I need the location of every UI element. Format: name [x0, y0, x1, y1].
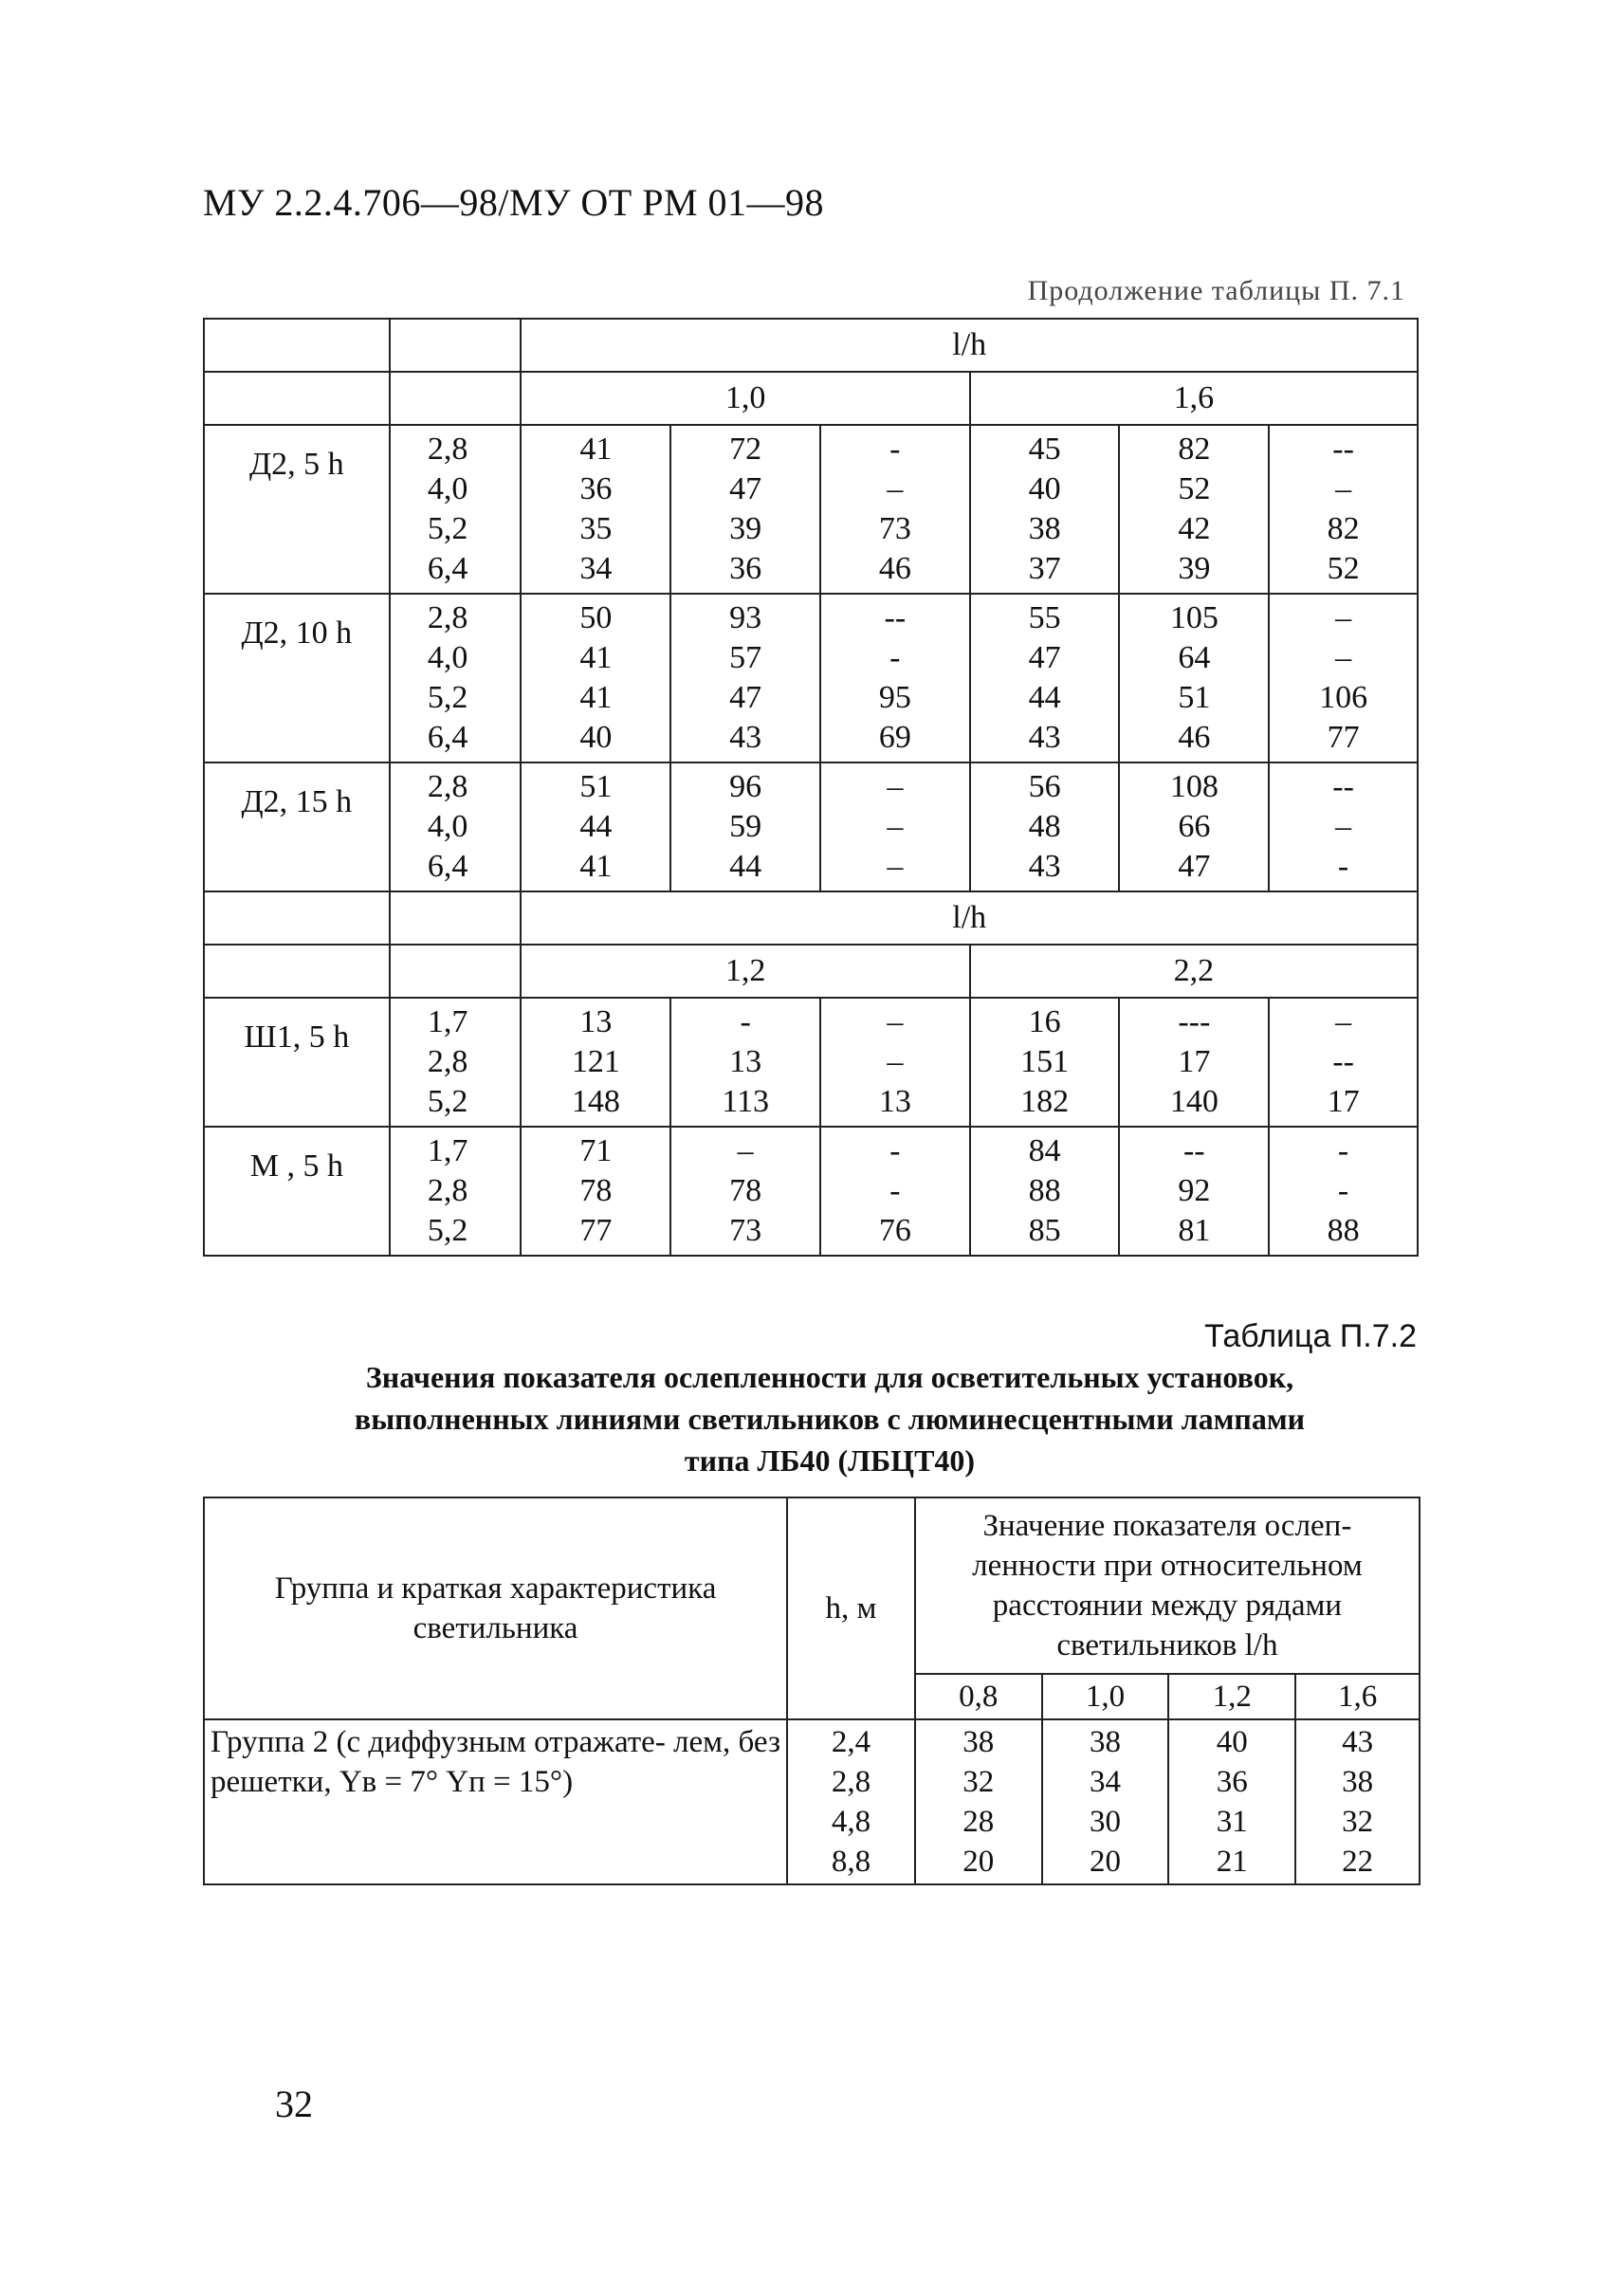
h-value: 6,4	[427, 849, 468, 884]
value: 17	[1327, 1084, 1360, 1119]
value: -	[889, 1133, 901, 1168]
header-h-cell: h, м	[787, 1497, 915, 1719]
value: 81	[1178, 1213, 1211, 1248]
value-cell	[970, 425, 1120, 594]
section-subheading-row	[204, 372, 1418, 425]
value: 38	[962, 1725, 995, 1759]
value: 69	[878, 720, 911, 755]
group-label-cell: Д2, 10 h	[204, 594, 390, 762]
h-value: 5,2	[427, 1213, 468, 1248]
value: 41	[579, 640, 613, 675]
value: 52	[1327, 551, 1360, 586]
value: 121	[571, 1044, 620, 1079]
value: 93	[729, 600, 762, 635]
value-cell	[1269, 998, 1418, 1127]
value: 30	[1090, 1805, 1122, 1839]
table-title-line: Значения показателя ослепленности для осветительных установок,	[365, 1360, 1294, 1394]
value: --	[1332, 769, 1354, 804]
section-heading-cell: l/h	[521, 319, 1418, 372]
table-title-line: выполненных линиями светильников с люминесцентными лампами	[354, 1402, 1306, 1436]
value: 46	[1178, 720, 1211, 755]
value: –	[887, 769, 904, 804]
group-label-cell: Д2, 5 h	[204, 425, 390, 594]
value: –	[1335, 471, 1352, 506]
value: 182	[1020, 1084, 1070, 1119]
value: 92	[1178, 1173, 1211, 1208]
value: 36	[579, 471, 613, 506]
h-values-cell	[390, 762, 522, 891]
value: 66	[1178, 809, 1211, 844]
value-cell	[521, 998, 670, 1127]
section-heading-row	[204, 319, 1418, 372]
value: 36	[729, 551, 762, 586]
table-p7-2	[203, 1497, 1421, 1885]
value: -	[889, 1173, 901, 1208]
h-value: 2,8	[427, 600, 468, 635]
value: –	[1335, 600, 1352, 635]
value: 37	[1028, 551, 1061, 586]
section-subheading-row	[204, 945, 1418, 998]
value: 13	[729, 1044, 762, 1079]
header-value-cell: Значение показателя ослеп- ленности при относительном расстоянии между рядами светильников l/h	[915, 1497, 1420, 1674]
subheader-cell: 0,8	[915, 1674, 1042, 1719]
value: –	[887, 849, 904, 884]
value-cell	[1168, 1719, 1295, 1884]
value: 50	[579, 600, 613, 635]
value-cell	[820, 762, 970, 891]
value: –	[1335, 809, 1352, 844]
value: 43	[1028, 849, 1061, 884]
group-row	[204, 998, 1418, 1127]
value: 73	[729, 1213, 762, 1248]
value: 13	[878, 1084, 911, 1119]
value: –	[887, 1044, 904, 1079]
value-cell	[1269, 1127, 1418, 1256]
page-number: 32	[275, 2083, 313, 2125]
value: 16	[1028, 1004, 1061, 1039]
value: 96	[729, 769, 762, 804]
document-header: МУ 2.2.4.706—98/МУ ОТ РМ 01—98	[203, 181, 825, 224]
h-value: 1,7	[427, 1133, 468, 1168]
value-cell	[521, 425, 670, 594]
value: -	[1337, 849, 1349, 884]
value-cell	[1295, 1719, 1420, 1884]
value: 148	[571, 1084, 620, 1119]
value: 151	[1020, 1044, 1070, 1079]
value: --	[1332, 432, 1354, 467]
value: 47	[1028, 640, 1061, 675]
value: 43	[1342, 1725, 1374, 1759]
section-heading-row	[204, 891, 1418, 945]
value: 46	[878, 551, 911, 586]
value-cell	[521, 1127, 670, 1256]
value: --	[1332, 1044, 1354, 1079]
value: 51	[579, 769, 613, 804]
value: 47	[729, 680, 762, 715]
value: 71	[579, 1133, 613, 1168]
value: 78	[729, 1173, 762, 1208]
value-cell	[670, 594, 820, 762]
subheader-cell: 1,6	[1295, 1674, 1420, 1719]
table-continuation-caption: Продолжение таблицы П. 7.1	[1027, 275, 1405, 306]
value: 48	[1028, 809, 1061, 844]
value: 40	[1028, 471, 1061, 506]
value-cell	[970, 762, 1120, 891]
value: 76	[878, 1213, 911, 1248]
value: 32	[962, 1765, 995, 1799]
value-cell	[820, 594, 970, 762]
h-value: 5,2	[427, 1084, 468, 1119]
table-label: Таблица П.7.2	[1204, 1318, 1417, 1354]
value: 77	[579, 1213, 613, 1248]
value: 40	[1216, 1725, 1248, 1759]
h-value: 6,4	[427, 720, 468, 755]
group-label-cell: М , 5 h	[204, 1127, 390, 1256]
section-heading-cell: l/h	[521, 891, 1418, 945]
empty-cell	[204, 945, 390, 998]
value-cell	[521, 594, 670, 762]
subheading-cell: 1,2	[521, 945, 969, 998]
h-value: 2,8	[427, 1173, 468, 1208]
value: 85	[1028, 1213, 1061, 1248]
h-values-cell	[390, 998, 522, 1127]
value-cell	[820, 998, 970, 1127]
value: –	[737, 1133, 754, 1168]
subheading-cell: 1,0	[521, 372, 969, 425]
value: 113	[722, 1084, 769, 1119]
table-title-line: типа ЛБ40 (ЛБЦТ40)	[684, 1443, 976, 1478]
value: 77	[1327, 720, 1360, 755]
value: 45	[1028, 432, 1061, 467]
h-value: 4,0	[427, 640, 468, 675]
h-values-cell	[390, 1127, 522, 1256]
subheading-cell: 2,2	[970, 945, 1418, 998]
value: 13	[579, 1004, 613, 1039]
value: 41	[579, 849, 613, 884]
value: 22	[1342, 1845, 1374, 1879]
value-cell	[1269, 425, 1418, 594]
value: 38	[1028, 511, 1061, 546]
value: 38	[1090, 1725, 1122, 1759]
empty-cell	[204, 891, 390, 945]
value-cell	[820, 1127, 970, 1256]
h-value: 4,0	[427, 809, 468, 844]
h-value: 5,2	[427, 680, 468, 715]
value: ---	[1178, 1004, 1211, 1039]
value: 52	[1178, 471, 1211, 506]
value: –	[1335, 640, 1352, 675]
value: 73	[878, 511, 911, 546]
value-cell	[1119, 425, 1269, 594]
value: 41	[579, 432, 613, 467]
value: 59	[729, 809, 762, 844]
value: –	[887, 809, 904, 844]
h-value: 2,8	[427, 432, 468, 467]
value: 35	[579, 511, 613, 546]
value: 39	[729, 511, 762, 546]
value-cell	[1119, 1127, 1269, 1256]
value-cell	[970, 1127, 1120, 1256]
value: 78	[579, 1173, 613, 1208]
value: 20	[962, 1845, 995, 1879]
value: --	[884, 600, 907, 635]
value-cell	[1042, 1719, 1169, 1884]
subheader-cell: 1,0	[1042, 1674, 1169, 1719]
value: 82	[1178, 432, 1211, 467]
value: 44	[579, 809, 613, 844]
value: 57	[729, 640, 762, 675]
value: 43	[1028, 720, 1061, 755]
value: 28	[962, 1805, 995, 1839]
h-value: 1,7	[427, 1004, 468, 1039]
value: 34	[579, 551, 613, 586]
group-label-cell: Д2, 15 h	[204, 762, 390, 891]
h-value: 2,8	[427, 1044, 468, 1079]
h-value: 8,8	[831, 1845, 871, 1879]
group-row	[204, 425, 1418, 594]
h-value: 2,8	[831, 1765, 871, 1799]
h-value: 4,8	[831, 1805, 871, 1839]
value: 108	[1169, 769, 1219, 804]
value: 88	[1327, 1213, 1360, 1248]
empty-cell	[390, 372, 522, 425]
value: 44	[1028, 680, 1061, 715]
value-cell	[1269, 594, 1418, 762]
value: 31	[1216, 1805, 1248, 1839]
value-cell	[670, 425, 820, 594]
subheader-cell: 1,2	[1168, 1674, 1295, 1719]
value-cell	[670, 998, 820, 1127]
value-cell	[670, 762, 820, 891]
empty-cell	[204, 372, 390, 425]
value: 72	[729, 432, 762, 467]
value: 64	[1178, 640, 1211, 675]
value-cell	[1119, 998, 1269, 1127]
value: 106	[1319, 680, 1368, 715]
value: -	[889, 640, 901, 675]
subheading-cell: 1,6	[970, 372, 1418, 425]
value: –	[887, 1004, 904, 1039]
value: 84	[1028, 1133, 1061, 1168]
value: 36	[1216, 1765, 1248, 1799]
empty-cell	[390, 891, 522, 945]
value-cell	[1119, 594, 1269, 762]
h-value: 5,2	[427, 511, 468, 546]
value: 140	[1169, 1084, 1219, 1119]
group-row	[204, 594, 1418, 762]
value: 21	[1216, 1845, 1248, 1879]
h-values-cell	[390, 425, 522, 594]
table-title	[237, 1356, 1422, 1481]
value: -	[1337, 1133, 1349, 1168]
value: 41	[579, 680, 613, 715]
value: 55	[1028, 600, 1061, 635]
empty-cell	[204, 319, 390, 372]
value: --	[1182, 1133, 1205, 1168]
value: 51	[1178, 680, 1211, 715]
value: 56	[1028, 769, 1061, 804]
value: 47	[1178, 849, 1211, 884]
h-value: 4,0	[427, 471, 468, 506]
value: 20	[1090, 1845, 1122, 1879]
value-cell	[521, 762, 670, 891]
value: 47	[729, 471, 762, 506]
header-group-cell: Группа и краткая характеристика светильника	[204, 1497, 787, 1719]
value: 82	[1327, 511, 1360, 546]
value: 40	[579, 720, 613, 755]
value: –	[1335, 1004, 1352, 1039]
empty-cell	[390, 319, 522, 372]
group-row	[204, 1127, 1418, 1256]
group-label-cell: Ш1, 5 h	[204, 998, 390, 1127]
h-values-cell	[390, 594, 522, 762]
h-values-cell	[787, 1719, 915, 1884]
value: –	[887, 471, 904, 506]
value-cell	[1269, 762, 1418, 891]
h-value: 2,4	[831, 1725, 871, 1759]
value: -	[1337, 1173, 1349, 1208]
value-cell	[915, 1719, 1042, 1884]
value: 39	[1178, 551, 1211, 586]
h-value: 6,4	[427, 551, 468, 586]
value: 44	[729, 849, 762, 884]
group-description-cell: Группа 2 (с диффузным отражате- лем, без решетки, Yв = 7° Yп = 15°)	[204, 1719, 787, 1884]
value: 95	[878, 680, 911, 715]
value: 38	[1342, 1765, 1374, 1799]
value: -	[740, 1004, 751, 1039]
value-cell	[1119, 762, 1269, 891]
value: 32	[1342, 1805, 1374, 1839]
value: 42	[1178, 511, 1211, 546]
value: 43	[729, 720, 762, 755]
empty-cell	[390, 945, 522, 998]
value-cell	[970, 594, 1120, 762]
value: 17	[1178, 1044, 1211, 1079]
value-cell	[970, 998, 1120, 1127]
value: -	[889, 432, 901, 467]
value: 105	[1169, 600, 1219, 635]
group-row	[204, 762, 1418, 891]
table-p7-1-continued	[203, 318, 1419, 1257]
value: 88	[1028, 1173, 1061, 1208]
value-cell	[820, 425, 970, 594]
value-cell	[670, 1127, 820, 1256]
h-value: 2,8	[427, 769, 468, 804]
value: 34	[1090, 1765, 1122, 1799]
